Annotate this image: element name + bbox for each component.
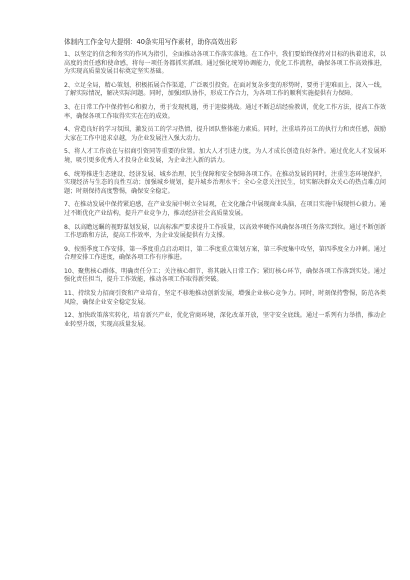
paragraph-item: 7、在推动发展中保持紧迫感，在产业发展中树立全局观，在文化融合中展现商业头脑，在项目实施中展现恒心毅力。通过不断优化产业结构，提升产业竞争力，推动经济社会高质量发展。: [64, 201, 386, 217]
document-title: 体制内工作金句大提纲：40条实用写作素材，助你高效出彩: [64, 38, 238, 46]
paragraph-item: 5、将人才工作放在与招商引资同等重要的位置。加大人才引进力度，为人才成长创造良好条件。通过优化人才发展环境，吸引更多优秀人才投身企业发展，为企业注入新的活力。: [64, 148, 386, 164]
paragraph-item: 11、持续发力招商引资和产业培育，坚定不移地推动创新发展，增强企业核心竞争力。同时，时刻保持警惕，防范各类风险，确保企业安全稳定发展。: [64, 290, 386, 306]
paragraph-item: 10、聚焦核心群体，明确责任分工；关注核心细节，将其融入日常工作；紧盯核心环节，确保各项工作落到实处。通过强化责任担当，提升工作效能，推动各项工作取得新突破。: [64, 267, 386, 284]
paragraph-item: 8、以高瞻远瞩的视野谋划发展，以高标准严要求提升工作质量，以高效率硬作风确保各项任务落实到位。通过不断创新工作思路和方法，提高工作效率，为企业发展提供有力支撑。: [64, 223, 386, 240]
paragraph-item: 12、加快政策落实转化，培育新兴产业，优化营商环境，深化改革开放，坚守安全底线。通过一系列有力举措，推动企业转型升级，实现高质量发展。: [64, 312, 386, 328]
paragraph-item: 3、在日常工作中保持恒心和毅力，勇于发现机遇，勇于迎接挑战。通过不断总结经验教训，优化工作方法，提高工作效率，确保各项工作取得实实在在的成效。: [64, 103, 386, 120]
paragraph-item: 2、立足全局，精心策划，积极拓展合作渠道，广泛吸引投资。在面对复杂多变的形势时，要勇于迎难而上，深入一线，了解实际情况，解决实际问题。同时，加强团队协作，形成工作合力，为各项工作的顺利实施提供有力保障。: [64, 81, 386, 98]
paragraph-item: 9、按照季度工作安排，第一季度重点启动项目，第二季度重点策划方案，第三季度集中攻坚，第四季度全力冲刺。通过合理安排工作进度，确保各项工作有序推进。: [64, 245, 386, 262]
paragraph-list: [64, 51, 386, 329]
paragraph-item: 6、统筹推进生态建设、经济发展、城乡治理、民生保障和安全保障各项工作。在推动发展的同时，注重生态环境保护，实现经济与生态的良性互动；加强城乡规划，提升城乡治理水平；全心全意关注民生，切实解决群众关心的热点难点问题；时刻保持高度警惕，确保安全稳定。: [64, 170, 386, 195]
paragraph-item: 4、营造良好的学习氛围，激发员工的学习热情，提升团队整体能力素质。同时，注重培养员工的执行力和责任感，鼓励大家在工作中追求卓越，为企业发展注入强大动力。: [64, 126, 386, 142]
paragraph-item: 1、以坚定的信念和务实的作风为指引，全面推动各项工作落实落地。在工作中，我们要始终保持对目标的执着追求，以高度的责任感和使命感，将每一项任务都抓实抓细。通过强化统筹协调能力，优化工作流程，确保各项工作高效推进，为实现高质量发展目标奠定坚实基础。: [64, 51, 386, 76]
